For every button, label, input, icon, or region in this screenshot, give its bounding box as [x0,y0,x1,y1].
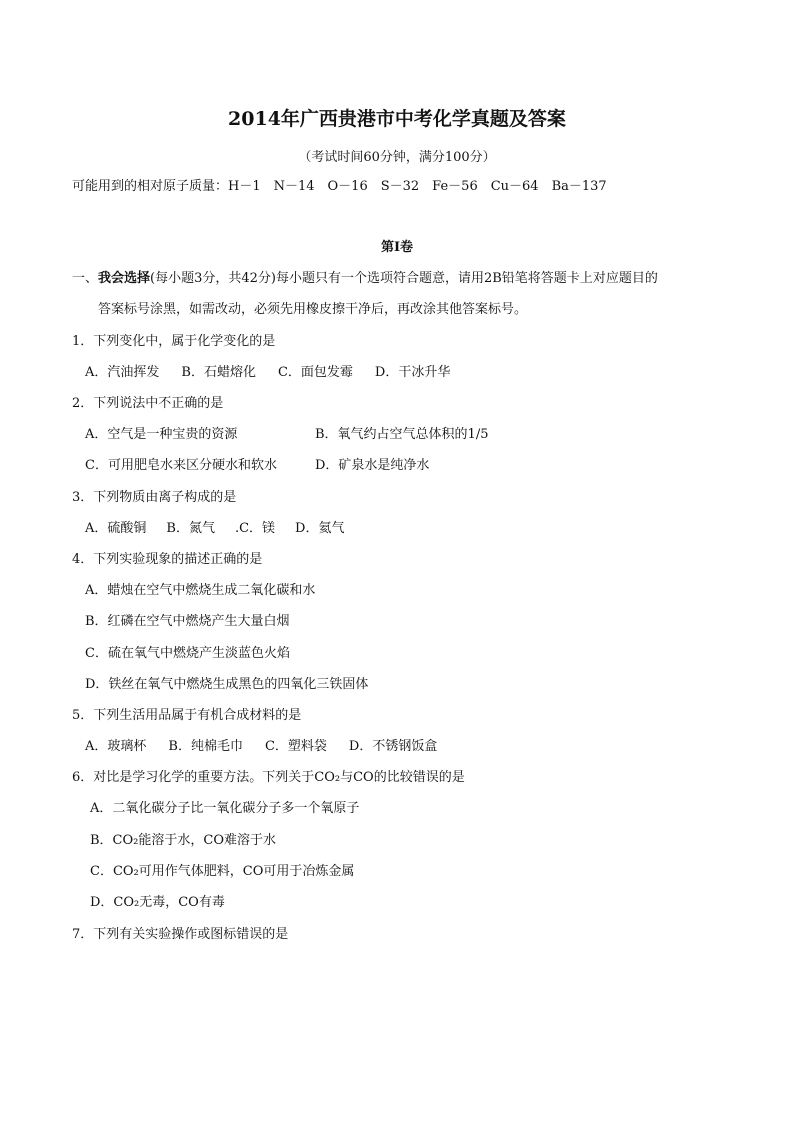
option-b: B．石蜡熔化 [181,365,256,380]
option-a: A．汽油挥发 [85,365,160,380]
question-1-options [85,364,464,382]
exam-info: （考试时间60分钟，满分100分） [298,150,496,165]
question-3-stem: 3．下列物质由离子构成的是 [72,490,237,505]
question-7-stem: 7．下列有关实验操作或图标错误的是 [72,927,289,942]
question-4-option-a: A．蜡烛在空气中燃烧生成二氧化碳和水 [85,583,316,598]
option-d: D．干冰升华 [374,365,451,380]
question-2-option-b: B．氧气约占空气总体积的1/5 [315,427,489,442]
option-c: .C．镁 [234,521,276,536]
option-c: C．面包发霉 [277,365,353,380]
option-a: A．玻璃杯 [85,739,147,754]
question-5-options [85,738,451,756]
question-3-options [85,520,358,538]
question-6-option-b: B．CO₂能溶于水，CO难溶于水 [90,833,276,848]
question-4-option-d: D．铁丝在氧气中燃烧生成黑色的四氧化三铁固体 [85,677,369,692]
instruction-line-1 [72,270,658,288]
atomic-masses: 可能用到的相对原子质量：H－1 N－14 O－16 S－32 Fe－56 Cu－64 Ba－137 [72,179,607,194]
question-2-option-c: C．可用肥皂水来区分硬水和软水 [85,458,277,473]
question-1-stem: 1．下列变化中，属于化学变化的是 [72,334,276,349]
question-6-option-d: D．CO₂无毒，CO有毒 [90,895,225,910]
question-2-option-a: A．空气是一种宝贵的资源 [85,427,238,442]
question-6-stem: 6．对比是学习化学的重要方法。下列关于CO₂与CO的比较错误的是 [72,770,465,785]
question-4-option-b: B．红磷在空气中燃烧产生大量白烟 [85,614,290,629]
instruction-prefix: 一、 [72,271,99,286]
option-a: A．硫酸铜 [85,521,147,536]
option-b: B．纯棉毛巾 [168,739,243,754]
question-4-stem: 4．下列实验现象的描述正确的是 [72,552,263,567]
question-4-option-c: C．硫在氧气中燃烧产生淡蓝色火焰 [85,646,290,661]
instruction-bold: 我会选择 [98,271,151,286]
option-c: C．塑料袋 [264,739,327,754]
instruction-rest: (每小题3分，共42分)每小题只有一个选项符合题意，请用2B铅笔将答题卡上对应题目的 [150,271,658,286]
option-d: D．氦气 [295,521,345,536]
question-2-stem: 2．下列说法中不正确的是 [72,396,224,411]
section-title: 第Ⅰ卷 [380,240,414,255]
instruction-line-2: 答案标号涂黑，如需改动，必须先用橡皮擦干净后，再改涂其他答案标号。 [98,302,528,317]
page-title: 2014年广西贵港市中考化学真题及答案 [228,108,566,130]
option-b: B．氮气 [166,521,215,536]
question-6-option-c: C．CO₂可用作气体肥料，CO可用于冶炼金属 [90,864,355,879]
question-6-option-a: A．二氧化碳分子比一氧化碳分子多一个氧原子 [90,801,360,816]
question-5-stem: 5．下列生活用品属于有机合成材料的是 [72,708,302,723]
option-d: D．不锈钢饭盒 [348,739,438,754]
question-2-option-d: D．矿泉水是纯净水 [315,458,430,473]
